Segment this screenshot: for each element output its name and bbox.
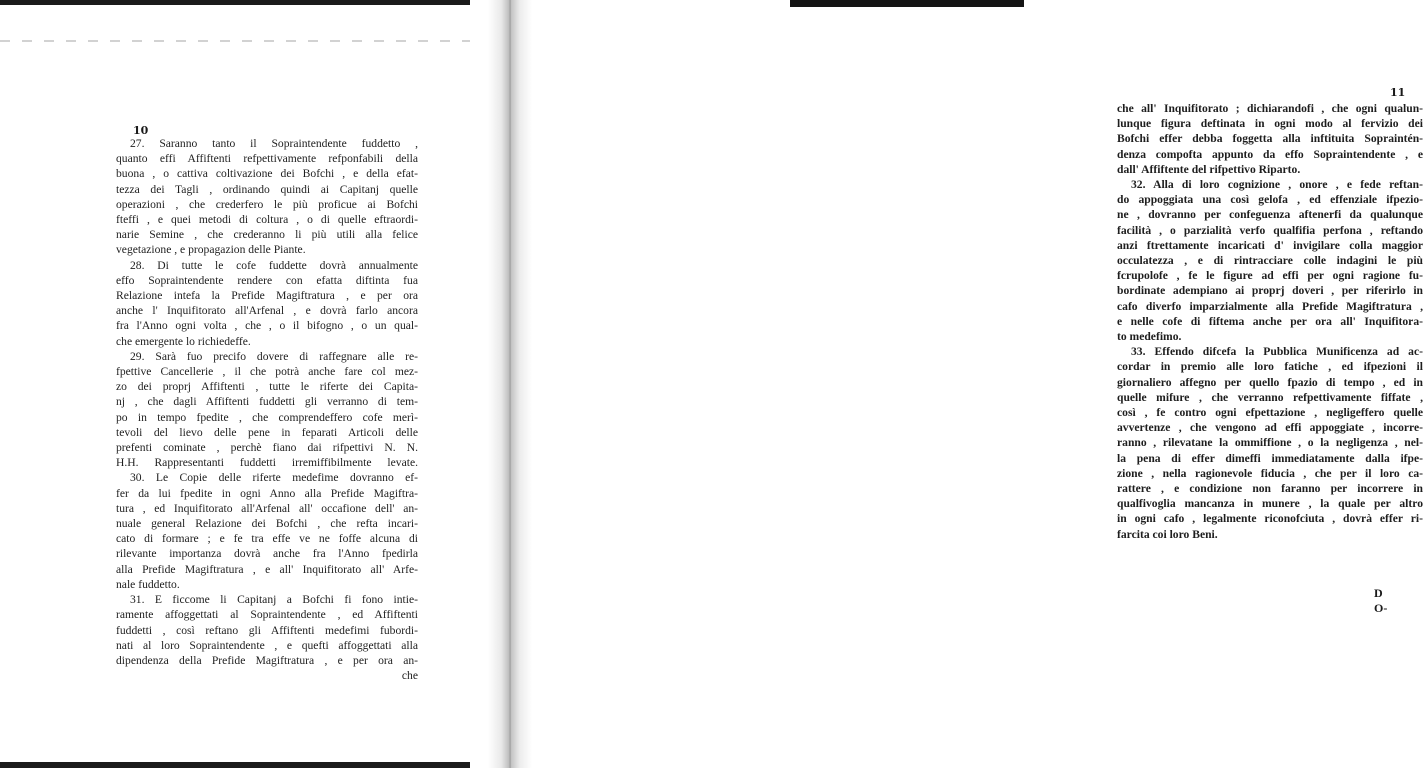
text-line: cordar in premio alle loro fatiche , ed ifpezioni il — [1117, 360, 1423, 374]
text-line: nj , che dagli Affiftenti fuddetti gli verranno di tem- — [116, 395, 418, 409]
text-line: 33. Effendo difcefa la Pubblica Munificenza ad ac- — [1131, 345, 1423, 359]
text-line: 28. Di tutte le cofe fuddette dovrà annualmente — [130, 258, 418, 272]
left-page-number: 10 — [133, 124, 149, 137]
text-line: denza compofta appunto da effo Sopraintendente , e — [1117, 147, 1423, 161]
text-line: H.H. Rappresentanti fuddetti irremiffibilmente levate. — [116, 456, 418, 470]
text-line: fcrupolofe , fe le figure ad effi per ogni ragione fu- — [1117, 269, 1423, 283]
text-line: tezza dei Tagli , ordinando quindi ai Capitanj quelle — [116, 182, 418, 196]
book-gutter — [488, 0, 532, 768]
text-line: 32. Alla di loro cognizione , onore , e fede reftan- — [1131, 178, 1423, 192]
text-line: 29. Sarà fuo precifo dovere di raffegnare alle re- — [130, 349, 418, 363]
text-line: alla Prefide Magiftratura , e all' Inquifitorato all' Arfe- — [116, 562, 418, 576]
text-line: nati al loro Sopraintendente , e quefti affoggettati alla — [116, 638, 418, 652]
text-line: anzi ftrettamente incaricati d' invigilare colla maggior — [1117, 238, 1423, 252]
text-line: fer da lui fpedite in ogni Anno alla Prefide Magiftra- — [116, 486, 418, 500]
text-line: Bofchi effer debba foggetta alla inftituita Sopraintén- — [1117, 132, 1423, 146]
text-line: nuale general Relazione dei Bofchi , che refta incari- — [116, 517, 418, 531]
text-line: zo dei proprj Affiftenti , tutte le riferte dei Capita- — [116, 380, 418, 394]
text-line: cato di formare ; e fe tra effe ve ne foffe alcuna di — [116, 532, 418, 546]
right-page-text — [1117, 101, 1423, 542]
text-line: farcita coi loro Beni. — [1117, 527, 1218, 541]
text-line: vegetazione , e propagazion delle Piante. — [116, 243, 306, 257]
text-line: Relazione intefa la Prefide Magiftratura , e per ora — [116, 289, 418, 303]
text-line: buona , o cattiva coltivazione dei Bofchi , e della efat- — [116, 167, 418, 181]
text-line: così , fe contro ogni efpettazione , negligeffero quelle — [1117, 406, 1423, 420]
text-line: narie Semine , che crederanno li più utili alla felice — [116, 228, 418, 242]
text-line: cafo diverfo imparzialmente alla Prefide Magiftratura , — [1117, 299, 1423, 313]
text-line: e nelle cofe di fiftema anche per ora all' Inquifitora- — [1117, 314, 1423, 328]
text-line: fteffi , e quei metodi di coltura , o di quelle eftraordi- — [116, 213, 418, 227]
text-line: che all' Inquifitorato ; dichiarandofi , che ogni qualun- — [1117, 102, 1423, 115]
text-line: po in tempo fpedite , che comprendeffero cofe merì- — [116, 410, 418, 424]
text-line: bordinate adempiano ai proprj doveri , per riferirlo in — [1117, 284, 1423, 298]
text-line: che — [401, 669, 418, 683]
text-line: anche l' Inquifitorato all'Arfenal , e dovrà farlo ancora — [116, 304, 418, 318]
text-line: quelle mifure , che verranno refpettivamente fiffate , — [1117, 390, 1423, 404]
text-line: do appoggiata una così gelofa , ed effenziale ifpezio- — [1117, 193, 1423, 207]
text-line: to medefimo. — [1117, 330, 1182, 344]
right-page — [532, 0, 1423, 768]
text-line: avvertenze , che vengono ad effi appoggiate , incorre- — [1117, 421, 1423, 435]
text-line: dall' Affiftente del rifpettivo Riparto. — [1117, 162, 1301, 176]
text-line: zione , nella ragionevole fiducia , che per il loro ca- — [1117, 466, 1423, 480]
text-line: occulatezza , e di rintracciare colle indagini le più — [1117, 254, 1423, 268]
text-line: fpettive Cancellerie , il che potrà anche fare col mez- — [116, 365, 418, 379]
text-line: facilità , o parzialità verfo qualfifia perfona , reftando — [1117, 223, 1423, 237]
text-line: quanto effi Affiftenti refpettivamente refponfabili della — [116, 152, 418, 166]
text-line: rattere , e condizione non faranno per incorrere in — [1117, 482, 1423, 496]
right-page-number: 11 — [1390, 86, 1406, 99]
text-line: nale fuddetto. — [116, 577, 180, 591]
text-line: fuddetti , così reftano gli Affiftenti medefimi fubordi- — [116, 623, 418, 637]
text-line: lunque figura deftinata in ogni modo al fervizio dei — [1117, 117, 1423, 131]
text-line: 30. Le Copie delle riferte medefime dovranno ef- — [130, 471, 418, 485]
text-line: 31. E ficcome li Capitanj a Bofchi fi fono intie- — [130, 593, 418, 607]
text-line: rilevante importanza dovrà anche fra l'Anno fpedirla — [116, 547, 418, 561]
text-line: in ogni cafo , legalmente riconofciuta , dovrà effer ri- — [1117, 512, 1423, 526]
text-line: che emergente lo richiedeffe. — [116, 334, 251, 348]
text-line: effo Sopraintendente rendere con efatta diftinta fua — [116, 273, 418, 287]
catchword: D O- — [1374, 586, 1388, 615]
text-line: tura , ed Inquifitorato all'Arfenal all' occafione dell' an- — [116, 501, 418, 515]
text-line: dipendenza della Prefide Magiftratura , e per ora an- — [116, 653, 418, 667]
text-line: operazioni , che crederfero le più proficue ai Bofchi — [116, 197, 418, 211]
text-line: prefenti cominate , perchè fiano dai rifpettivi N. N. — [116, 441, 418, 455]
text-line: fra l'Anno ogni volta , che , o il bifogno , o un qual- — [116, 319, 418, 333]
text-line: tevoli del lievo delle pene in feparati Articoli delle — [116, 425, 418, 439]
text-line: ne , dovranno per confeguenza aftenerfi da qualunque — [1117, 208, 1423, 222]
left-page-text — [116, 136, 418, 683]
left-page — [0, 0, 488, 768]
text-line: giornaliero affegno per quello fpazio di tempo , ed in — [1117, 375, 1423, 389]
text-line: 27. Saranno tanto il Sopraintendente fuddetto , — [130, 137, 418, 150]
text-line: ranno , rilevatane la ommiffione , o la negligenza , nel- — [1117, 436, 1423, 450]
text-line: ramente affoggettati al Sopraintendente , ed Affiftenti — [116, 608, 418, 622]
text-line: qualfivoglia mancanza in munere , la quale per altro — [1117, 497, 1423, 511]
text-line: la pena di effer dimeffi immediatamente dalla ifpe- — [1117, 451, 1423, 465]
